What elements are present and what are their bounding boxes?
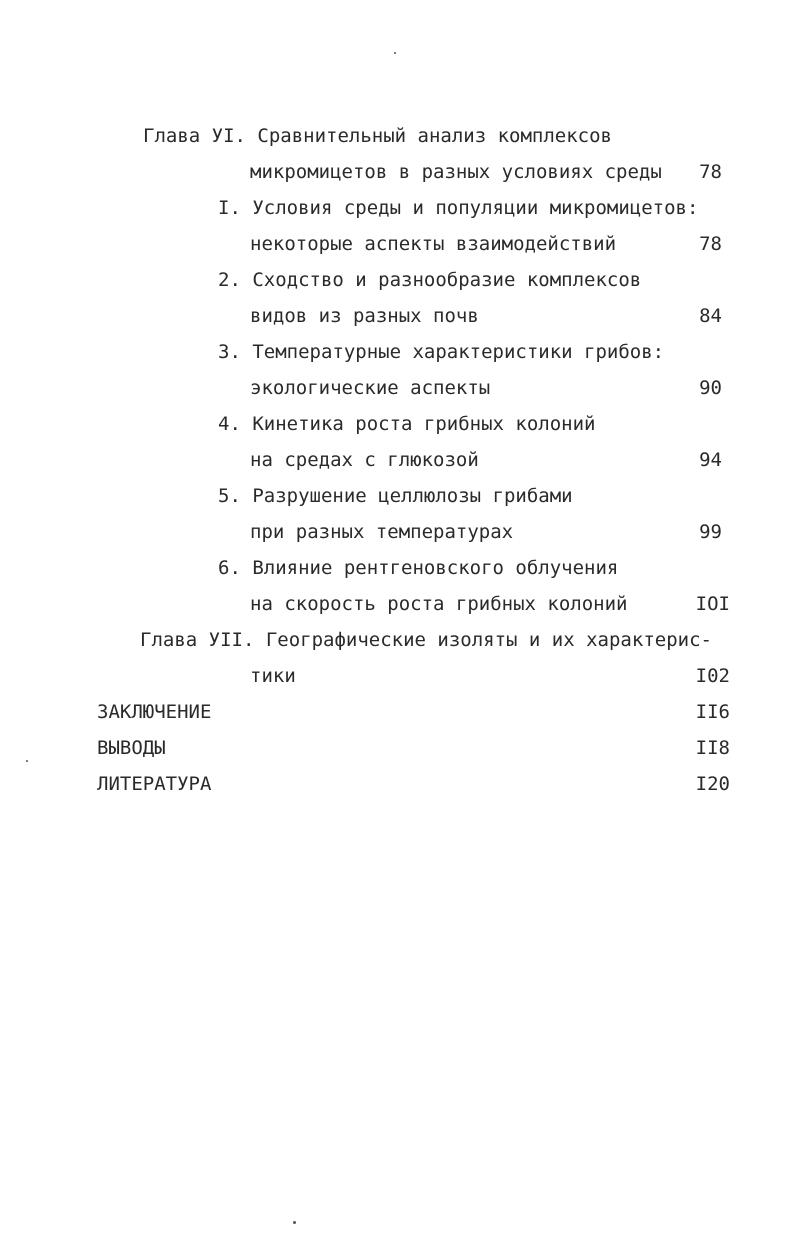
section-6-line1: 6. Влияние рентгеновского облучения (218, 557, 619, 579)
back-matter-literature-page: I20 (695, 773, 730, 795)
section-6-line2: на скорость роста грибных колоний (250, 593, 628, 615)
chapter-7-title-line1: Глава УII. Географические изоляты и их характерис- (140, 629, 712, 651)
chapter-7-title-line2: тики (250, 665, 296, 687)
chapter-6-title-line2: микромицетов в разных условиях среды (250, 161, 662, 183)
section-5-line1: 5. Разрушение целлюлозы грибами (218, 485, 573, 507)
section-2-line2: видов из разных почв (250, 305, 479, 327)
section-3-line1: 3. Температурные характеристики грибов: (218, 341, 665, 363)
section-5-line2: при разных температурах (250, 521, 514, 543)
back-matter-conclusion-page: II6 (695, 701, 730, 723)
section-4-page: 94 (699, 449, 722, 471)
section-2-line1: 2. Сходство и разнообразие комплексов (218, 269, 642, 291)
section-3-line2: экологические аспекты (250, 377, 491, 399)
section-1-line1: I. Условия среды и популяции микромицетов: (218, 197, 699, 219)
section-4-line2: на средах с глюкозой (250, 449, 479, 471)
back-matter-findings: ВЫВОДЫ (97, 737, 166, 759)
section-4-line1: 4. Кинетика роста грибных колоний (218, 413, 596, 435)
section-2-page: 84 (699, 305, 722, 327)
section-1-page: 78 (699, 233, 722, 255)
section-5-page: 99 (699, 521, 722, 543)
section-3-page: 90 (699, 377, 722, 399)
section-6-page: IOI (695, 593, 730, 615)
scan-speck (394, 52, 396, 54)
chapter-7-page: I02 (695, 665, 730, 687)
back-matter-findings-page: II8 (695, 737, 730, 759)
section-1-line2: некоторые аспекты взаимодействий (250, 233, 617, 255)
chapter-6-title-line1: Глава УI. Сравнительный анализ комплексов (143, 125, 612, 147)
back-matter-conclusion: ЗАКЛЮЧЕНИЕ (97, 701, 212, 723)
back-matter-literature: ЛИТЕРАТУРА (97, 773, 212, 795)
chapter-6-page: 78 (699, 161, 722, 183)
scan-speck (293, 1221, 296, 1224)
scan-speck (26, 760, 28, 762)
